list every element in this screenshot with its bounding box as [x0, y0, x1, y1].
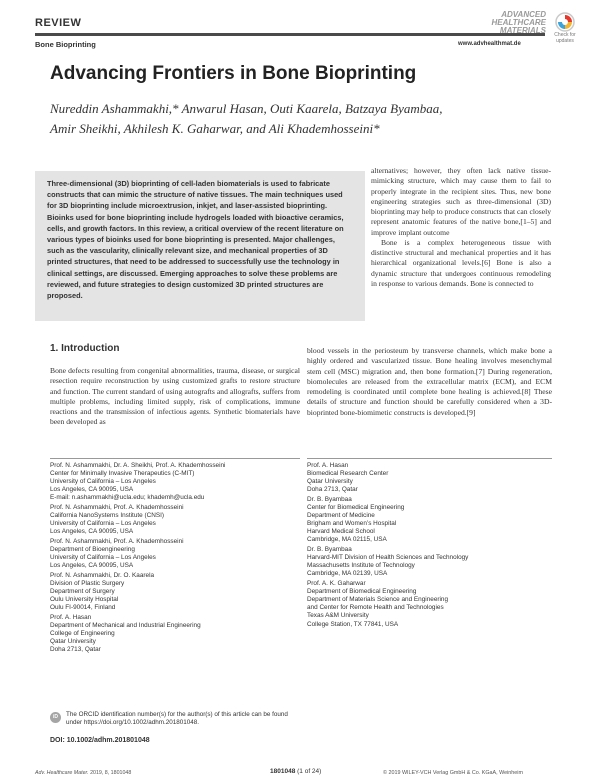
affiliation-line: Prof. N. Ashammakhi, Dr. A. Sheikhi, Prof. A. Khademhosseini [50, 462, 226, 469]
email-link[interactable]: E-mail: n.ashammakhi@ucla.edu; khademh@ucla.edu [50, 494, 205, 502]
footer-citation [35, 770, 131, 776]
affiliation-line: Oulu FI-90014, Finland [50, 604, 116, 612]
crossmark-label-1: Check for [554, 32, 576, 38]
affiliation-block [50, 614, 300, 654]
affiliation-line: Doha 2713, Qatar [50, 646, 101, 654]
affiliation-line: Cambridge, MA 02115, USA [307, 536, 387, 544]
affiliation-line: Dr. B. Byambaa [307, 546, 352, 554]
affiliation-line: University of California – Los Angeles [50, 520, 156, 528]
affiliation-line: Los Angeles, CA 90095, USA [50, 486, 134, 494]
affiliation-block [307, 580, 552, 629]
check-for-updates-badge[interactable] [550, 12, 580, 48]
right-column-text [371, 166, 551, 289]
introduction-paragraph: Bone defects resulting from congenital abnormalities, trauma, disease, or surgical resection require reconstruction by using customized grafts to restore structure and function. The current standard of using autografts and allografts, suffers from multiple problems, including limited supply, risk of complications, immune reactions and the transmission of infectious agents. Synthetic biomaterials have been developed as [50, 366, 300, 427]
footer-copyright: © 2019 WILEY-VCH Verlag GmbH & Co. KGaA, Weinheim [383, 770, 523, 776]
header-rule [35, 33, 545, 36]
affiliation-line: Department of Biomedical Engineering [307, 588, 417, 596]
affiliation-line: California NanoSystems Institute (CNSI) [50, 512, 165, 520]
affiliation-line: Center for Biomedical Engineering [307, 504, 405, 512]
affiliation-rule [50, 458, 300, 459]
affiliation-line: University of California – Los Angeles [50, 478, 156, 486]
affiliations-right [307, 462, 552, 630]
logo-line-2: HEALTHCARE [491, 18, 546, 27]
journal-url[interactable]: www.advhealthmat.de [458, 41, 521, 47]
affiliation-line: Prof. A. Hasan [50, 614, 92, 622]
running-head: Bone Bioprinting [35, 40, 96, 49]
affiliation-line: Harvard Medical School [307, 528, 375, 536]
affiliation-block [307, 462, 552, 494]
affiliations-left [50, 462, 300, 656]
affiliation-line: Los Angeles, CA 90095, USA [50, 528, 134, 536]
orcid-note [50, 711, 305, 727]
abstract-box: Three-dimensional (3D) bioprinting of cell-laden biomaterials is used to fabricate constructs that can mimic the structure of native tissues. The main techniques used for 3D bioprinting include microextrusion, inkjet, and laser-assisted bioprinting. Bioinks used for bone bioprinting include hydrogels loaded with bioactive ceramics, cells, and growth factors. In this review, a critical overview of the recent literature on various types of bioinks used for bone bioprinting is presented. Major challenges, such as the vascularity, clinically relevant size, and mechanical properties of 3D printed structures, that need to be addressed to successfully use the technology in clinical settings, are discussed. Emerging approaches to solve these problems are reviewed, and future strategies to design customized 3D printed structures are proposed. [35, 171, 365, 321]
affiliation-line: Qatar University [50, 638, 96, 646]
journal-logo [486, 11, 546, 35]
footer-page [270, 768, 321, 775]
affiliation-line: Division of Plastic Surgery [50, 580, 125, 588]
doi-label[interactable]: DOI: 10.1002/adhm.201801048 [50, 737, 150, 744]
affiliation-line: Department of Medicine [307, 512, 375, 520]
affiliation-block [50, 504, 300, 536]
affiliation-line: Biomedical Research Center [307, 470, 389, 478]
affiliation-line: Oulu University Hospital [50, 596, 119, 604]
affiliation-line: Brigham and Women’s Hospital [307, 520, 397, 528]
orcid-icon: iD [50, 712, 61, 723]
affiliation-line: Department of Bioengineering [50, 546, 135, 554]
affiliation-line: Los Angeles, CA 90095, USA [50, 562, 134, 570]
crossmark-icon [555, 12, 575, 32]
affiliation-line: Massachusetts Institute of Technology [307, 562, 415, 570]
affiliation-line: Prof. N. Ashammakhi, Prof. A. Khademhosseini [50, 538, 184, 546]
paragraph: blood vessels in the periosteum by transverse channels, which make bone a highly ordered and vascularized tissue. Bone healing involves mesenchymal stem cell (MSC) migration and, then bone formation.[7] During regeneration, biomolecules are released from the extracellular matrix (ECM), and ECM remodeling is coordinated until complete bone healing is achieved.[8] These details of structure and function should be carefully considered when a 3D-bioprinted bone-biomimetic constructs is developed.[9] [307, 346, 552, 417]
affiliation-line: Department of Surgery [50, 588, 115, 596]
authors-line-1: Nureddin Ashammakhi,* Anwarul Hasan, Outi Kaarela, Batzaya Byambaa, [50, 101, 443, 116]
affiliation-rule [307, 458, 552, 459]
paragraph: alternatives; however, they often lack native tissue-mimicking structure, which may cause them to fail to properly integrate in the recipient sites. Thus, new bone engineering strategies such as three-dimensional (3D) bioprinting may help to produce constructs that can closely represent anatomic features of the native bone,[1–5] and improve implant outcome [371, 166, 551, 237]
affiliation-line: Center for Minimally Invasive Therapeutics (C-MIT) [50, 470, 195, 478]
affiliation-line: Texas A&M University [307, 612, 369, 620]
affiliation-line: Prof. N. Ashammakhi, Prof. A. Khademhosseini [50, 504, 184, 512]
affiliation-line: Department of Materials Science and Engineering [307, 596, 449, 604]
section-heading: 1. Introduction [50, 343, 120, 354]
crossmark-label-2: updates [556, 38, 574, 44]
orcid-text[interactable]: The ORCID identification number(s) for the author(s) of this article can be found under https://doi.org/10.1002/adhm.201801048. [66, 711, 288, 726]
affiliation-block [50, 572, 300, 612]
article-number: 1801048 [270, 768, 296, 775]
journal-name: Adv. Healthcare Mater. [35, 770, 89, 776]
affiliation-line: Harvard-MIT Division of Health Sciences and Technology [307, 554, 469, 562]
affiliation-line: Qatar University [307, 478, 353, 486]
journal-volume: 2019, 8, 1801048 [88, 770, 132, 776]
affiliation-line: Cambridge, MA 02139, USA [307, 570, 388, 578]
logo-line-3: MATERIALS [499, 26, 546, 35]
author-list [50, 99, 550, 139]
affiliation-line: Prof. A. K. Gaharwar [307, 580, 366, 588]
affiliation-line: College of Engineering [50, 630, 115, 638]
authors-line-2: Amir Sheikhi, Akhilesh K. Gaharwar, and Ali Khademhosseini* [50, 121, 380, 136]
article-title: Advancing Frontiers in Bone Bioprinting [50, 63, 417, 84]
affiliation-line: University of California – Los Angeles [50, 554, 156, 562]
affiliation-block [307, 496, 552, 545]
affiliation-line: Dr. B. Byambaa [307, 495, 352, 503]
affiliation-line: Prof. A. Hasan [307, 462, 349, 469]
paragraph: Bone is a complex heterogeneous tissue with distinctive structural and mechanical properties and it has hierarchical organizational levels.[6] Bone is also a dynamic structure that undergoes continuous remodeling in response to various demands. Bone is connected to [371, 237, 551, 288]
affiliation-line: Prof. N. Ashammakhi, Dr. O. Kaarela [50, 572, 155, 579]
affiliation-line: College Station, TX 77841, USA [307, 620, 399, 628]
affiliation-line: and Center for Remote Health and Technologies [307, 604, 444, 612]
affiliation-block [50, 538, 300, 570]
affiliation-block [50, 462, 300, 502]
page-of: (1 of 24) [295, 768, 322, 775]
affiliation-line: Department of Mechanical and Industrial Engineering [50, 622, 201, 630]
affiliation-block [307, 546, 552, 578]
journal-section-label: REVIEW [35, 17, 82, 29]
logo-line-1: ADVANCED [501, 10, 546, 19]
affiliation-line: Doha 2713, Qatar [307, 486, 358, 494]
right-column-continued [307, 346, 552, 418]
